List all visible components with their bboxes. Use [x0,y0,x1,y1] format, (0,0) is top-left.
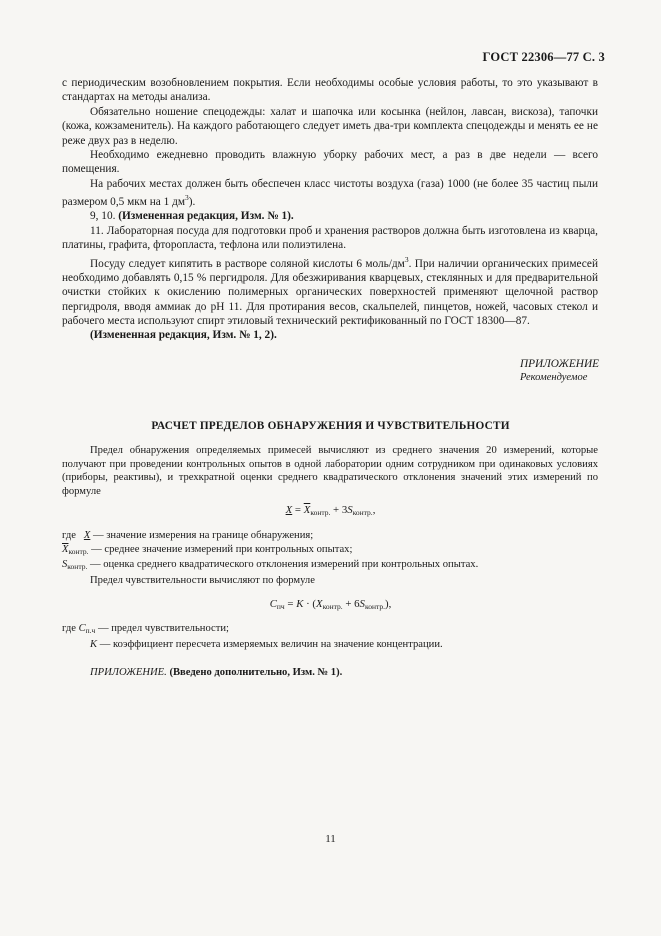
formula-subscript: контр. [364,602,385,611]
formula-operator: + 3 [330,504,348,516]
formula-symbol: K [90,638,98,650]
formula-operator: = [292,504,304,516]
formula-subscript: контр. [67,562,88,572]
paragraph-text: . При наличии органических примесей необходимо добавлять 0,15 % пергидроля. Для обезжиривания кварцевых, стеклянных и для предварительной очистки стойких к окислению полимерных органических поверхностей применяют щелочной раствор пергидроля, вводя аммиак до pH 11. Для протирания весов, скальпелей, пинцетов, ножей, часовых стекол и рабочего места используют спирт этиловый технический ректификованный по ГОСТ 18300—87. [62,257,598,328]
sensitivity-intro: Предел чувствительности вычисляют по формуле [90,574,315,586]
item-number: 9, 10. [90,210,119,223]
page-header: ГОСТ 22306—77 С. 3 [482,50,605,64]
formula-symbol: S [347,504,353,516]
formula-subscript: контр. [322,602,343,611]
page-number: 11 [325,833,336,845]
paragraph-text: ). [188,196,196,209]
paragraph: Обязательно ношение спецодежды: халат и шапочка или косынка (нейлон, лавсан, вискоза), тапочки (кожа, кожзаменитель). На каждого работающего следует иметь два-три комплекта спецодежды и менять ее не реже двух раз в неделю. [62,105,598,147]
amendment-note: (Измененная редакция, Изм. № 1, 2). [90,329,277,342]
definition [62,529,598,543]
definition-text: — предел чувствительности; [95,623,229,634]
section-intro-block [62,444,598,498]
where-label: где [62,623,76,634]
formula-symbol: $\overline{X}$ [62,543,69,555]
formula-subscript: пч [276,602,285,611]
definition [62,558,598,574]
formula-symbol: X [285,504,293,516]
formula-symbol: S [359,598,365,610]
formula-symbol: X [83,530,91,541]
formula-symbol: $\overline{X}$ [303,504,311,516]
amendment-note: (Измененная редакция, Изм. № 1). [118,210,294,223]
superscript: 3 [185,193,189,203]
formula-symbol: K [296,598,304,610]
paragraph [62,253,598,329]
appendix-note-text: (Введено дополнительно, Изм. № 1). [166,667,343,678]
formula-subscript: контр. [68,546,89,556]
paragraph: с периодическим возобновлением покрытия. Если необходимы особые условия работы, то это указывают в стандартах на методы анализа. [62,77,598,104]
formula-subscript: контр. [352,508,373,517]
section-title: РАСЧЕТ ПРЕДЕЛОВ ОБНАРУЖЕНИЯ И ЧУВСТВИТЕЛЬНОСТИ [151,420,510,432]
appendix-heading [520,358,599,384]
formula-sensitivity-limit [0,598,661,611]
definition [62,543,598,559]
definitions-block-2 [62,622,598,651]
formula-symbol: S [62,559,68,571]
paragraph-text: На рабочих местах должен быть обеспечен класс чистоты воздуха (газа) 1000 (не более 35 частиц пыли размером 0,5 мкм на 1 дм [62,177,598,209]
formula-operator: + 6 [342,598,360,610]
formula-operator: = [284,598,297,610]
formula-operator: · ( [303,598,317,610]
body-text [62,76,598,343]
section-intro: Предел обнаружения определяемых примесей вычисляют из среднего значения 20 измерений, которые получают при проведении контрольных опытов в одной лаборатории одним сотрудником при одинаковых условиях (приборы, реактивы), и трехкратной оценки среднего квадратического отклонения значений этих измерений по формуле [62,445,598,497]
where-label: где [62,530,76,541]
appendix-label: ПРИЛОЖЕНИЕ [519,358,599,370]
paragraph: Необходимо ежедневно проводить влажную уборку рабочих мест, а раз в две недели — всего помещения. [62,149,598,176]
definitions-block [62,529,598,587]
definition-text: — коэффициент пересчета измеряемых величин на значение концентрации. [97,638,443,650]
formula-detection-limit [0,504,661,517]
paragraph [62,177,598,210]
formula-operator: ), [384,598,392,610]
definition [62,638,598,652]
definition [62,622,598,638]
appendix-note [62,666,598,680]
paragraph-text: Посуду следует кипятить в растворе соляной кислоты 6 моль/дм [90,257,405,270]
formula-symbol: C [269,598,277,610]
definition-text: — оценка среднего квадратического отклонения измерений при контрольных опытах. [87,559,479,571]
paragraph: 11. Лабораторная посуда для подготовки проб и хранения растворов должна быть изготовлена из кварца, платины, графита, фторопласта, тефлона или полиэтилена. [62,224,598,252]
appendix-note-block [62,666,598,680]
paragraph [62,209,598,223]
formula-subscript: контр. [310,508,331,517]
formula-symbol: C [78,623,86,634]
definition-text: — значение измерения на границе обнаружения; [90,530,314,541]
appendix-note-label: ПРИЛОЖЕНИЕ. [90,667,167,678]
appendix-status: Рекомендуемое [519,372,588,383]
definition-text: — среднее значение измерений при контрольных опытах; [88,543,353,555]
formula-subscript: п.ч [85,626,96,635]
formula-operator: , [372,504,376,516]
superscript: 3 [404,254,409,264]
formula-symbol: X [316,598,323,610]
